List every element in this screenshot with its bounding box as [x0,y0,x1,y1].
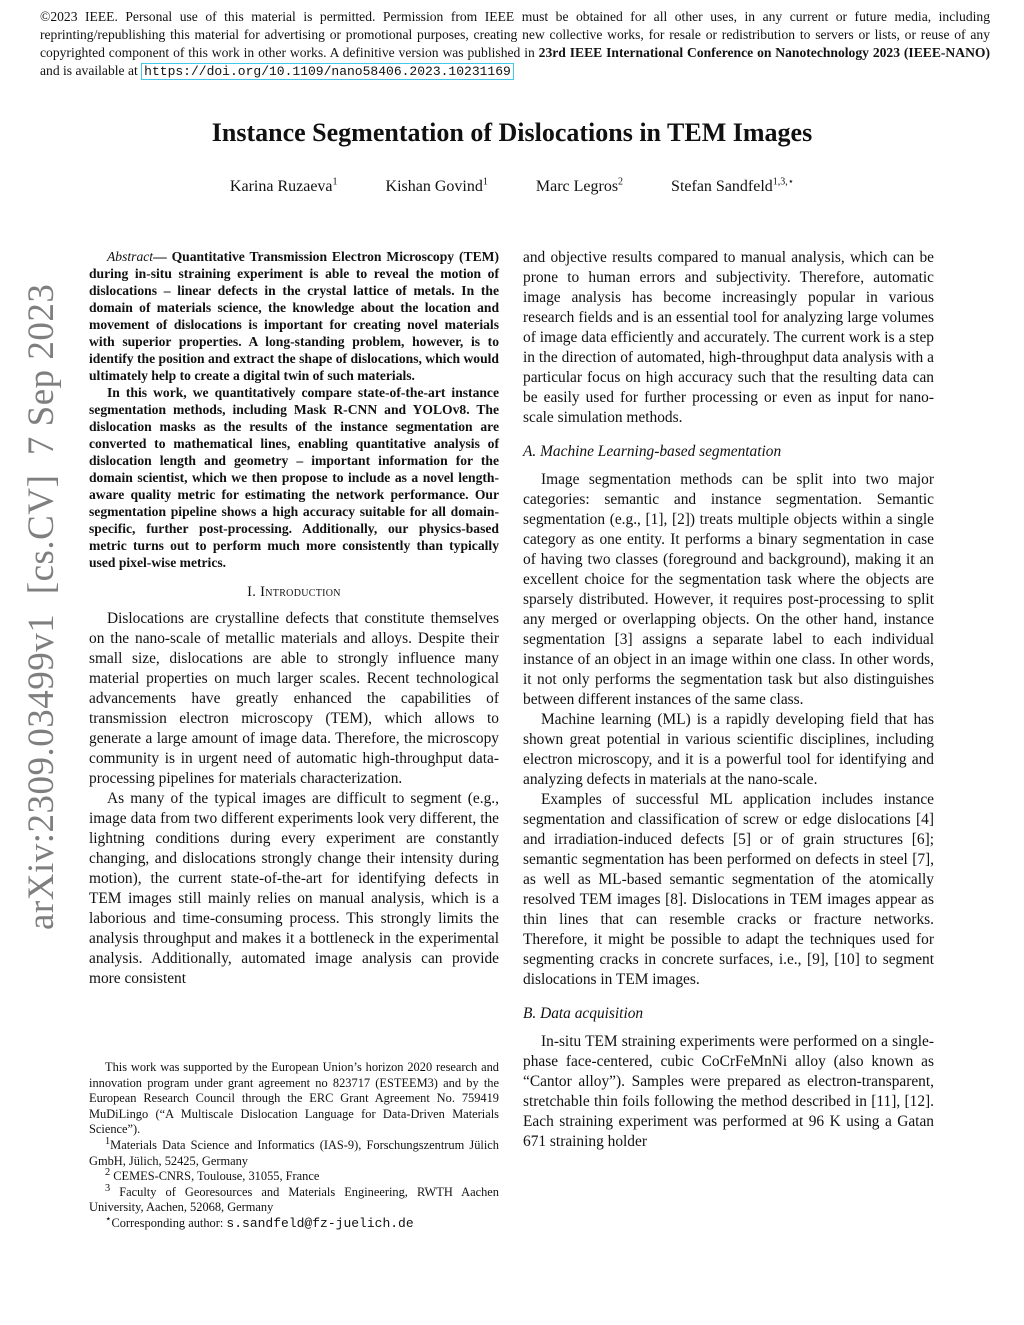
abstract-paragraph: In this work, we quantitatively compare state-of-the-art instance segmentation methods, including Mask R-CNN and YOLOv8. The dislocation masks as the results of the instance segmentation are converted to mathematical lines, enabling quantitative analysis of dislocation length and geometry – important information for the domain scientist, which we then propose to include as a novel length-aware quality metric for estimating the network performance. Our segmentation pipeline shows a high accuracy suitable for all domain-specific, further post-processing. Additionally, our physics-based metric turns out to perform much more consistently than typically used pixel-wise metrics. [89,385,499,570]
copyright-notice [40,8,990,81]
body-paragraph: Dislocations are crystalline defects that constitute themselves on the nano-scale of metallic materials and alloys. Despite their small size, dislocations are able to strongly influence many material properties on much larger scales. Recent technological advancements have greatly enhanced the capabilities of transmission electron microscopy (TEM), which allows to generate a large amount of image data. Therefore, the microscopy community is in urgent need of automatic high-throughput data-processing pipelines for materials characterization. [89,610,499,787]
body-paragraph: Machine learning (ML) is a rapidly developing field that has shown great potential in various scientific disciplines, including electron microscopy, and it is a powerful tool for identifying and analyzing defects in materials at the nano-scale. [523,711,934,788]
body-paragraph: Image segmentation methods can be split into two major categories: semantic and instance segmentation. Semantic segmentation (e.g., [1], [2]) treats multiple objects within a single category as one entity. It performs a binary segmentation in case of having two classes (foreground and background), making it an excellent choice for the segmentation task where the objects are sparsely distributed. However, it requires post-processing to split any merged or overlapping objects. On the other hand, instance segmentation [3] assigns a separate label to each individual instance of an object in an image within one class. In other words, it not only performs the segmentation task but also distinguishes between different instances of the same class. [523,471,934,708]
author: Karina Ruzaeva$^1$ [229,176,338,195]
body-paragraph: In-situ TEM straining experiments were performed on a single-phase face-centered, cubic CoCrFeMnNi alloy (also known as “Cantor alloy”). Samples were prepared as electron-transparent, stretchable thin foils following the method described in [11], [12]. Each straining experiment was performed at 96 K using a Gatan 671 straining holder [523,1033,934,1150]
affiliation-note: $^3$ Faculty of Georesources and Materials Engineering, RWTH Aachen University, Aachen, 52068, Germany [89,1182,499,1215]
doi-link[interactable]: https://doi.org/10.1109/nano58406.2023.10231169 [141,63,514,80]
abstract [89,248,499,571]
conference-name: 23rd IEEE International Conference on Nanotechnology 2023 (IEEE-NANO) [538,45,990,60]
paper-title: Instance Segmentation of Dislocations in TEM Images [211,118,813,147]
abstract-label: Abstract [107,249,154,264]
body-paragraph: As many of the typical images are difficult to segment (e.g., image data from two different experiments look very different, the lightning conditions during every experiment are constantly changing, and dislocations strongly change their intensity during motion), the current state-of-the-art for identifying defects in TEM images still mainly relies on manual analysis, which is a laborious and time-consuming process. This strongly limits the analysis throughput and makes it a bottleneck in the experimental analysis. Additionally, automated image analysis can provide more consistent [89,790,499,987]
corresponding-author-note: ⋆Corresponding author: s.sandfeld@fz-juelich.de [105,1213,414,1231]
author: Marc Legros$^2$ [535,176,624,195]
email-address[interactable]: s.sandfeld@fz-juelich.de [226,1215,414,1231]
body-paragraph: and objective results compared to manual analysis, which can be prone to human errors and subjectivity. Therefore, automatic image analysis has become increasingly popular in various research fields and is an essential tool for analyzing large volumes of image data efficiently and accurately. The current work is a step in the direction of automated, high-throughput data analysis with a particular focus on high accuracy such that the resulting data can be easily used for further processing or even as input for nano-scale simulation methods. [523,249,934,426]
section-heading-data-acquisition: B. Data acquisition [523,1005,644,1022]
author: Stefan Sandfeld$^{1,3,⋆}$ [671,176,795,195]
arxiv-watermark: arXiv:2309.03499v1 [cs.CV] 7 Sep 2023 [21,283,62,930]
affiliation-note: $^2$ CEMES-CNRS, Toulouse, 31055, France [105,1167,320,1184]
affiliation-note: $^1$Materials Data Science and Informatics (IAS-9), Forschungszentrum Jülich GmbH, Jülich, 52425, Germany [89,1135,499,1168]
notice-text: ©2023 IEEE. Personal use of this material is permitted. Permission from IEEE must be obtained for all other uses, in any current or future media, including reprinting/republishing this material for advertising or promotional purposes, creating new collective works, for resale or redistribution to servers or lists, or reuse of any copyrighted component of this work in other works. A definitive version was published in [40,9,990,60]
section-heading-ml-segmentation: A. Machine Learning-based segmentation [523,443,782,460]
right-column [523,248,934,1152]
author: Kishan Govind$^1$ [385,176,488,195]
body-paragraph: Examples of successful ML application includes instance segmentation and classification of screw or edge dislocations [4] and irradiation-induced defects [5] or of grain structures [6]; semantic segmentation has been performed on defects in steel [7], as well as ML-based semantic segmentation of the atomically resolved TEM images [8]. Dislocations in TEM images appear as thin lines that can resemble cracks or fracture networks. Therefore, it might be possible to adapt the techniques used for segmenting cracks in concrete surfaces, i.e., [9], [10] to segment dislocations in TEM images. [523,791,934,988]
funding-note: This work was supported by the European Union’s horizon 2020 research and innovation program under grant agreement no 823717 (ESTEEM3) and by the European Research Council through the ERC Grant Agreement No. 759419 MuDiLingo (“A Multiscale Dislocation Language for Data-Driven Materials Science”). [89,1060,499,1137]
left-column [89,248,499,989]
abstract-paragraph: — Quantitative Transmission Electron Microscopy (TEM) during in-situ straining experiment is able to reveal the motion of dislocations – linear defects in the crystal lattice of metals. In the domain of materials science, the knowledge about the location and movement of dislocations is important for creating novel materials with superior properties. A long-standing problem, however, is to identify the position and extract the shape of dislocations, which would ultimately help to create a digital twin of such materials. [89,249,499,383]
author-list [0,176,1024,198]
section-heading-introduction: I. Introduction [247,584,341,600]
footnotes [89,1060,499,1232]
notice-text-middle: and is available at [40,63,142,78]
